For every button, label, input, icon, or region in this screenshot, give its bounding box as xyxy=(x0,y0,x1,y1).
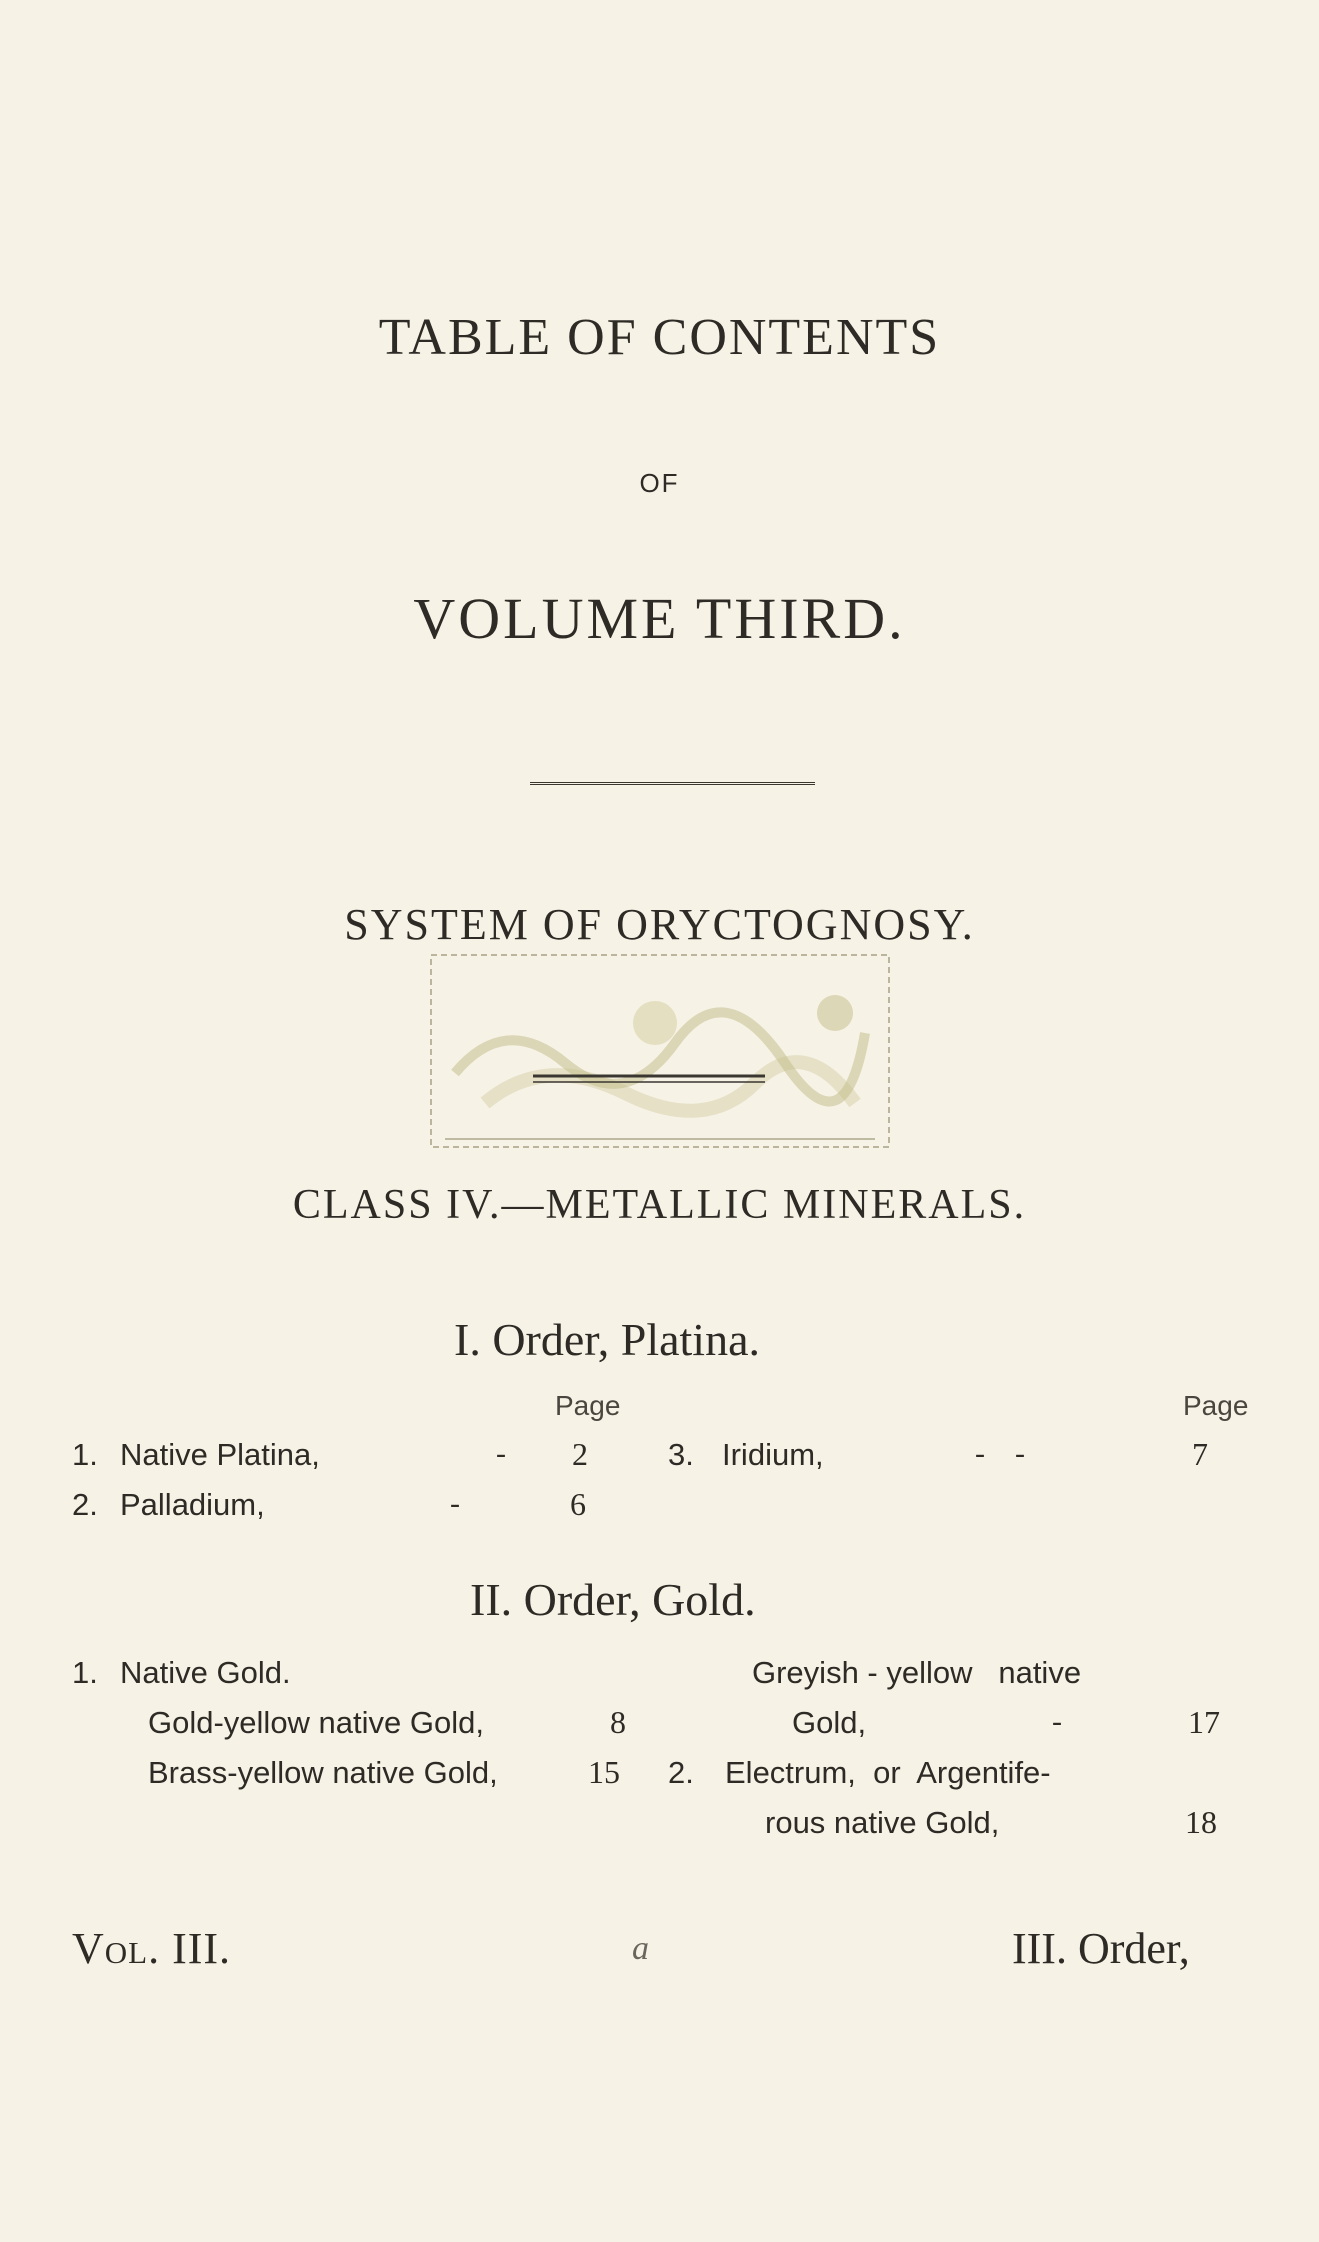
leader-dash: - xyxy=(1052,1705,1062,1738)
volume-title: VOLUME THIRD. xyxy=(413,586,906,651)
of-label: OF xyxy=(639,468,680,498)
entry-number: 3. xyxy=(668,1437,694,1472)
entry-name: Iridium, xyxy=(722,1437,824,1472)
catchword: III. Order, xyxy=(1012,1924,1190,1973)
page-column-header-left: Page xyxy=(555,1390,621,1421)
entry-page-number: 7 xyxy=(1192,1436,1208,1472)
footer-volume: Vol. III. xyxy=(72,1924,232,1973)
entry-page-number: 6 xyxy=(570,1486,586,1522)
entry-name: Electrum, or Argentife- xyxy=(725,1755,1051,1790)
class-title: CLASS IV.—METALLIC MINERALS. xyxy=(292,1182,1027,1228)
entry-page-number: 2 xyxy=(572,1436,588,1472)
page-column-header-right: Page xyxy=(1183,1390,1249,1421)
leader-dash: - xyxy=(450,1487,460,1520)
entry-number: 1. xyxy=(72,1655,98,1690)
order-1-title: I. Order, Platina. xyxy=(454,1314,761,1365)
system-title: SYSTEM OF ORYCTOGNOSY. xyxy=(344,900,975,949)
leader-dash: - xyxy=(496,1437,506,1470)
leader-dash: - - xyxy=(975,1437,1025,1470)
sub-entry-name: Brass-yellow native Gold, xyxy=(148,1755,498,1790)
sub-entry-name: Greyish - yellow native xyxy=(752,1655,1082,1690)
sub-entry-name-continued: Gold, xyxy=(792,1705,867,1740)
ornamental-rule xyxy=(530,782,815,785)
entry-number: 2. xyxy=(668,1755,694,1790)
entry-name: Native Platina, xyxy=(120,1437,320,1472)
signature-mark: a xyxy=(632,1930,649,1967)
entry-name-continued: rous native Gold, xyxy=(765,1805,1000,1840)
entry-number: 2. xyxy=(72,1487,98,1522)
sub-entry-page-number: 17 xyxy=(1188,1704,1220,1740)
entry-name: Native Gold. xyxy=(120,1655,291,1690)
sub-entry-page-number: 8 xyxy=(610,1704,626,1740)
contents-title: TABLE OF CONTENTS xyxy=(378,309,941,366)
order-2-title: II. Order, Gold. xyxy=(470,1574,756,1625)
entry-name: Palladium, xyxy=(120,1487,265,1522)
vignette-ornament-icon xyxy=(425,953,895,1151)
sub-entry-name: Gold-yellow native Gold, xyxy=(148,1705,484,1740)
entry-number: 1. xyxy=(72,1437,98,1472)
entry-page-number: 18 xyxy=(1185,1804,1217,1840)
sub-entry-page-number: 15 xyxy=(588,1754,620,1790)
